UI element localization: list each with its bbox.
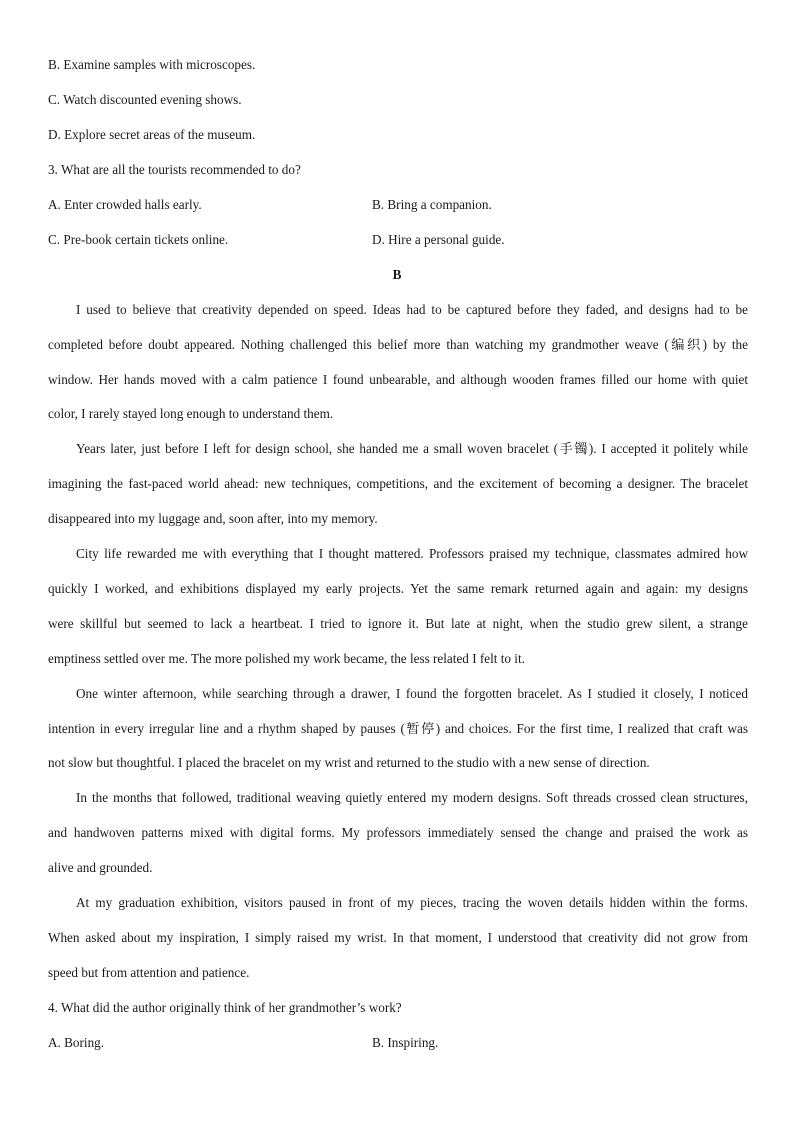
- passage-line: alive and grounded.: [48, 860, 153, 875]
- q2-option-b: B. Examine samples with microscopes.: [48, 57, 256, 72]
- passage-line: imagining the fast-paced world ahead: new techniques, competitions, and the excitement of becoming a designer. The bracelet: [48, 476, 748, 491]
- passage-line: intention in every irregular line and a rhythm shaped by pauses (暂停) and choices. For the first time, I realized that craft was: [48, 721, 748, 736]
- passage-line: I used to believe that creativity depended on speed. Ideas had to be captured before they faded, and designs had to be: [76, 302, 748, 317]
- q3-option-c: C. Pre-book certain tickets online.: [48, 232, 229, 247]
- q3-question: 3. What are all the tourists recommended to do?: [48, 162, 301, 177]
- q4-option-a: A. Boring.: [48, 1035, 105, 1050]
- passage-line: In the months that followed, traditional weaving quietly entered my modern designs. Soft threads crossed clean structures,: [76, 790, 748, 805]
- passage-line: not slow but thoughtful. I placed the bracelet on my wrist and returned to the studio with a new sense of direction.: [48, 755, 650, 770]
- passage-line: completed before doubt appeared. Nothing challenged this belief more than watching my grandmother weave (编织) by the: [48, 337, 748, 352]
- q2-option-c: C. Watch discounted evening shows.: [48, 92, 242, 107]
- passage-line: speed but from attention and patience.: [48, 965, 250, 980]
- passage-line: emptiness settled over me. The more polished my work became, the less related I felt to it.: [48, 651, 525, 666]
- passage-line: At my graduation exhibition, visitors paused in front of my pieces, tracing the woven details hidden within the forms.: [76, 895, 748, 910]
- q3-option-d: D. Hire a personal guide.: [372, 232, 505, 247]
- q4-option-b: B. Inspiring.: [372, 1035, 439, 1050]
- passage-line: When asked about my inspiration, I simply raised my wrist. In that moment, I understood that creativity did not grow from: [48, 930, 748, 945]
- q2-option-d: D. Explore secret areas of the museum.: [48, 127, 256, 142]
- passage-line: disappeared into my luggage and, soon after, into my memory.: [48, 511, 378, 526]
- passage-line: window. Her hands moved with a calm patience I found unbearable, and although wooden frames filled our home with quiet: [48, 372, 748, 387]
- passage-line: were skillful but seemed to lack a heartbeat. I tried to ignore it. But late at night, when the studio grew silent, a strange: [48, 616, 748, 631]
- passage-line: and handwoven patterns mixed with digital forms. My professors immediately sensed the change and praised the work as: [48, 825, 748, 840]
- passage-line: Years later, just before I left for design school, she handed me a small woven bracelet (手镯). I accepted it politely while: [76, 441, 748, 456]
- passage-line: One winter afternoon, while searching through a drawer, I found the forgotten bracelet. As I studied it closely, I noticed: [76, 686, 748, 701]
- q3-option-b: B. Bring a companion.: [372, 197, 492, 212]
- passage-line: City life rewarded me with everything that I thought mattered. Professors praised my technique, classmates admired how: [76, 546, 748, 561]
- passage-line: quickly I worked, and exhibitions displayed my early projects. Yet the same remark returned again and again: my designs: [48, 581, 748, 596]
- q4-question: 4. What did the author originally think of her grandmother’s work?: [48, 1000, 402, 1015]
- passage-line: color, I rarely stayed long enough to understand them.: [48, 406, 334, 421]
- section-heading: B: [392, 267, 402, 282]
- q3-option-a: A. Enter crowded halls early.: [48, 197, 202, 212]
